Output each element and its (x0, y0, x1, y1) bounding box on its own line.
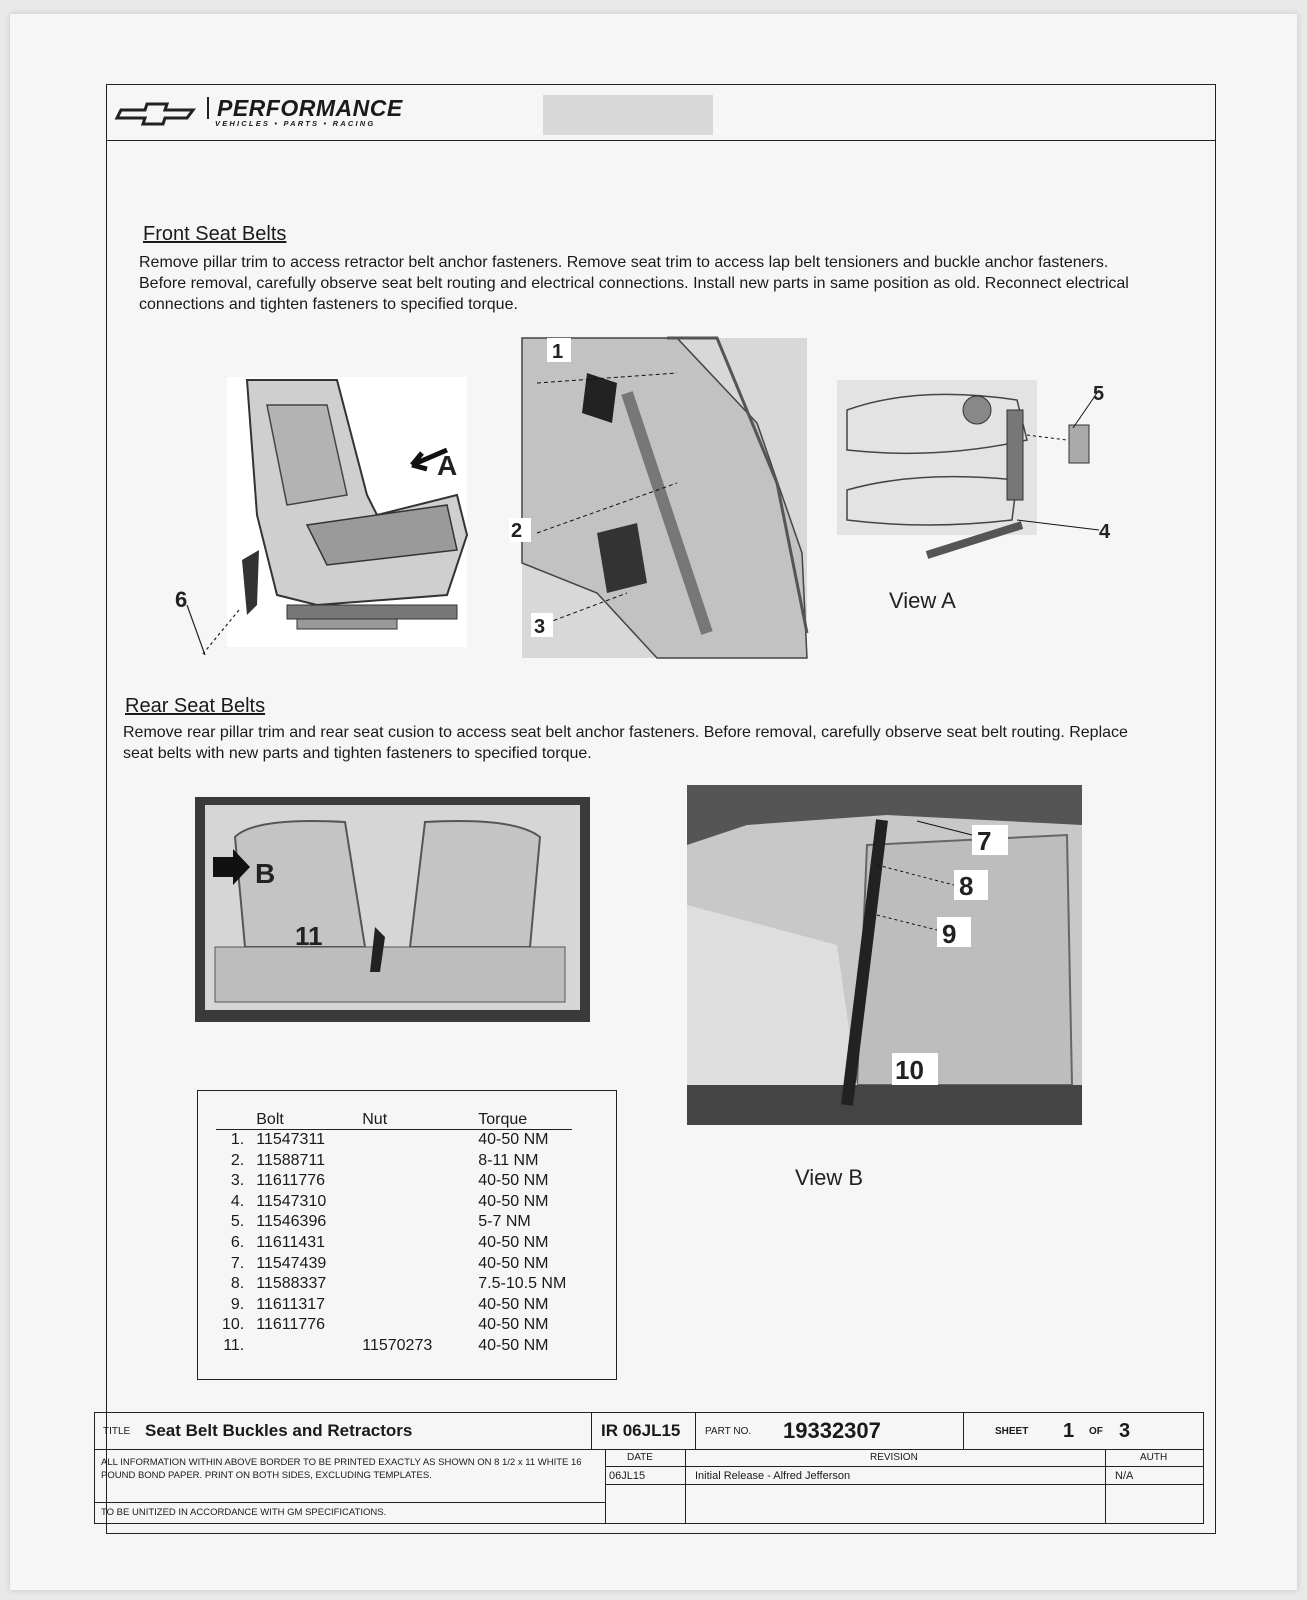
rear-seat-belts-title: Rear Seat Belts (125, 695, 266, 717)
torque-value: 40-50 NM (478, 1295, 549, 1313)
date-label: DATE (627, 1452, 653, 1463)
nut-part (332, 1212, 438, 1233)
col-nut-header: Nut (332, 1111, 438, 1130)
torque-value: 40-50 NM (478, 1254, 549, 1272)
revision-label: REVISION (870, 1452, 918, 1463)
torque-value: 40-50 NM (478, 1172, 549, 1190)
nut-part: 11570273 (362, 1336, 433, 1354)
row-index: 11. (223, 1336, 245, 1354)
torque-table-header-row (216, 1111, 572, 1130)
nut-part (332, 1274, 438, 1295)
view-a-figure (837, 380, 1147, 620)
callout-10: 10 (895, 1055, 924, 1085)
torque-table-row (216, 1171, 572, 1192)
torque-table-row (216, 1233, 572, 1254)
rear-seat-belts-text: Remove rear pillar trim and rear seat cusion to access seat belt anchor fasteners. Before removal, carefully observe seat belt routing. Replace seat belts with new parts and tighten fasteners to specified torque. (123, 724, 1128, 762)
front-seat-belts-title: Front Seat Belts (143, 223, 287, 245)
row-index: 5. (230, 1213, 245, 1231)
document-header (107, 85, 1215, 141)
callout-7: 7 (977, 826, 992, 856)
row-index: 8. (230, 1275, 245, 1293)
bolt-part (250, 1336, 332, 1357)
auth-label: AUTH (1140, 1452, 1168, 1463)
row-index: 9. (230, 1295, 245, 1313)
torque-table-body (216, 1130, 572, 1357)
callout-B: B (255, 858, 276, 889)
torque-table-row (216, 1151, 572, 1172)
row-index: 2. (230, 1151, 245, 1169)
revision-text: Initial Release - Alfred Jefferson (695, 1470, 851, 1482)
view-a-label: View A (889, 588, 956, 613)
nut-part (332, 1315, 438, 1336)
part-number: 19332307 (783, 1418, 881, 1443)
bleed-through-shade (543, 95, 713, 135)
document-border (106, 84, 1216, 1534)
nut-part (332, 1295, 438, 1316)
torque-value: 40-50 NM (478, 1233, 549, 1251)
callout-2: 2 (511, 520, 523, 542)
logo-brand: PERFORMANCE (207, 97, 403, 119)
sheet-number: 1 (1063, 1419, 1075, 1442)
callout-1: 1 (552, 341, 564, 363)
logo-tagline: VEHICLES • PARTS • RACING (215, 119, 376, 128)
callout-11: 11 (295, 921, 323, 951)
callout-4: 4 (1099, 521, 1111, 543)
torque-table-row (216, 1192, 572, 1213)
of-label: OF (1089, 1425, 1103, 1437)
torque-table (216, 1111, 572, 1357)
document-title: Seat Belt Buckles and Retractors (145, 1421, 413, 1440)
col-torque-header: Torque (438, 1111, 572, 1130)
pillar-retractor-figure (511, 333, 817, 663)
nut-part (332, 1254, 438, 1275)
torque-value: 8-11 NM (478, 1151, 539, 1169)
torque-table-row (216, 1130, 572, 1151)
col-bolt-header: Bolt (250, 1111, 332, 1130)
nut-part (332, 1130, 438, 1151)
view-b-label: View B (795, 1165, 864, 1190)
bowtie-icon (117, 100, 197, 126)
nut-part (332, 1192, 438, 1213)
torque-table-row (216, 1274, 572, 1295)
view-b-figure (687, 785, 1107, 1195)
revision-date: 06JL15 (609, 1470, 646, 1482)
torque-table-row (216, 1212, 572, 1233)
nut-part (332, 1233, 438, 1254)
torque-value: 40-50 NM (478, 1192, 549, 1210)
document-sheet (10, 14, 1297, 1590)
row-index: 7. (230, 1254, 245, 1272)
bolt-part: 11547439 (256, 1254, 327, 1272)
torque-table-box (197, 1090, 617, 1380)
nut-part (332, 1171, 438, 1192)
torque-table-row (216, 1254, 572, 1275)
revision-row (94, 1450, 1204, 1524)
torque-value: 40-50 NM (478, 1336, 549, 1354)
row-index: 4. (230, 1192, 245, 1210)
row-index: 6. (230, 1233, 245, 1251)
torque-value: 40-50 NM (478, 1131, 549, 1148)
row-index: 10. (222, 1316, 245, 1334)
callout-8: 8 (959, 871, 974, 901)
bolt-part: 11611431 (256, 1233, 326, 1251)
bolt-part: 11547310 (256, 1192, 327, 1210)
rear-seat-figure (195, 797, 595, 1027)
front-seat-figure (147, 365, 477, 665)
torque-value: 40-50 NM (478, 1316, 549, 1334)
callout-3: 3 (534, 616, 546, 638)
bolt-part: 11547311 (256, 1131, 326, 1148)
part-no-label: PART NO. (705, 1425, 752, 1437)
print-notice: ALL INFORMATION WITHIN ABOVE BORDER TO BE PRINTED EXACTLY AS SHOWN ON 8 1/2 x 11 WHITE 16 POUND BOND PAPER. PRINT ON BOTH SIDES, EXCLUDING TEMPLATES. (101, 1457, 582, 1481)
ir-code: IR 06JL15 (601, 1421, 681, 1440)
auth-value: N/A (1115, 1470, 1134, 1482)
row-index: 1. (230, 1131, 245, 1148)
bolt-part: 11546396 (256, 1213, 327, 1231)
torque-table-row (216, 1336, 572, 1357)
bolt-part: 11611317 (256, 1295, 326, 1313)
chevrolet-performance-logo (117, 97, 403, 128)
row-index: 3. (230, 1172, 245, 1190)
bolt-part: 11611776 (256, 1172, 326, 1190)
front-seat-belts-text: Remove pillar trim to access retractor belt anchor fasteners. Remove seat trim to access lap belt tensioners and buckle anchor fasteners. Before removal, carefully observe seat belt routing and electrical connections. Install new parts in same position as old. Reconnect electrical connections and tighten fasteners to specified torque. (139, 254, 1129, 313)
torque-table-row (216, 1315, 572, 1336)
title-label: TITLE (103, 1425, 131, 1437)
bolt-part: 11588711 (256, 1151, 326, 1169)
callout-5: 5 (1093, 383, 1105, 405)
title-row (94, 1412, 1204, 1450)
nut-part (332, 1151, 438, 1172)
torque-value: 5-7 NM (478, 1213, 531, 1231)
callout-6: 6 (175, 587, 188, 612)
title-block (94, 1412, 1204, 1534)
callout-9: 9 (942, 919, 957, 949)
sheet-total: 3 (1119, 1419, 1131, 1442)
bolt-part: 11588337 (256, 1275, 327, 1293)
unitize-notice: TO BE UNITIZED IN ACCORDANCE WITH GM SPECIFICATIONS. (101, 1507, 387, 1518)
sheet-label: SHEET (995, 1425, 1029, 1437)
callout-A: A (437, 450, 458, 481)
bolt-part: 11611776 (256, 1316, 326, 1334)
torque-value: 7.5-10.5 NM (478, 1275, 567, 1293)
torque-table-row (216, 1295, 572, 1316)
